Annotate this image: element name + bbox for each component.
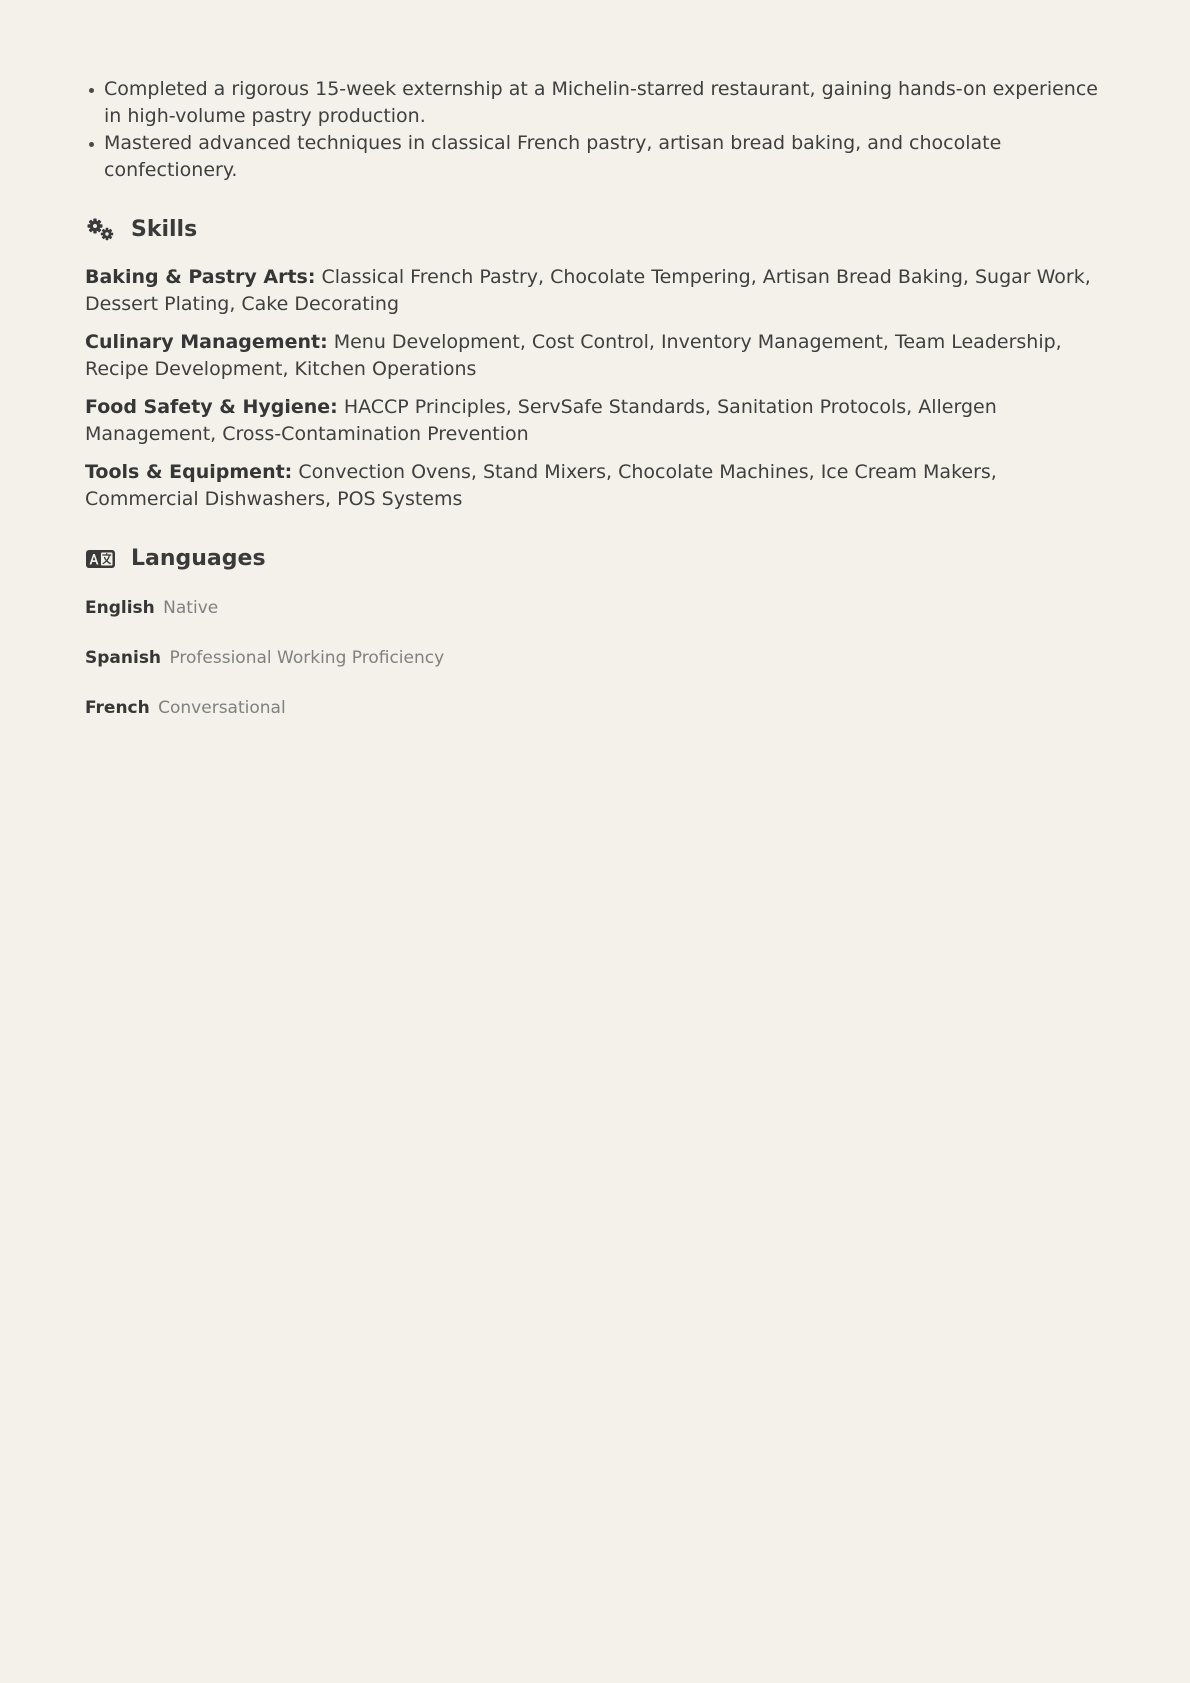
skill-value: Menu Development, Cost Control, Inventory Management, Team Leadership, Recipe Development, Kitchen Operations [85, 331, 1062, 380]
resume-page [85, 76, 1105, 746]
list-item: Mastered advanced techniques in classical French pastry, artisan bread baking, and chocolate confectionery. [104, 130, 1105, 184]
language-level: Professional Working Proficiency [169, 648, 445, 668]
language-row [85, 646, 1105, 670]
skill-row [85, 329, 1105, 383]
language-name: Spanish [85, 648, 162, 668]
skill-row [85, 459, 1105, 513]
language-row [85, 696, 1105, 720]
languages-title: Languages [131, 546, 266, 571]
skills-heading [85, 215, 1105, 245]
skill-value: Convection Ovens, Stand Mixers, Chocolate Machines, Ice Cream Makers, Commercial Dishwashers, POS Systems [85, 461, 997, 510]
language-level: Native [163, 598, 219, 618]
list-item: Completed a rigorous 15-week externship at a Michelin-starred restaurant, gaining hands-on experience in high-volume pastry production. [104, 76, 1105, 130]
skill-label: Food Safety & Hygiene: [85, 396, 338, 418]
languages-heading [85, 544, 1105, 574]
skills-title: Skills [131, 217, 198, 242]
language-icon [85, 546, 116, 572]
language-name: English [85, 598, 155, 618]
skill-value: HACCP Principles, ServSafe Standards, Sanitation Protocols, Allergen Management, Cross-Contamination Prevention [85, 396, 997, 445]
skills-list [85, 264, 1105, 513]
skill-label: Culinary Management: [85, 331, 328, 353]
skill-label: Baking & Pastry Arts: [85, 266, 316, 288]
skill-value: Classical French Pastry, Chocolate Tempering, Artisan Bread Baking, Sugar Work, Dessert Plating, Cake Decorating [85, 266, 1091, 315]
skill-label: Tools & Equipment: [85, 461, 293, 483]
gears-icon [85, 217, 116, 243]
skill-row [85, 394, 1105, 448]
skill-row [85, 264, 1105, 318]
language-row [85, 596, 1105, 620]
language-name: French [85, 698, 150, 718]
language-level: Conversational [158, 698, 286, 718]
education-bullet-list [85, 76, 1105, 184]
languages-list [85, 596, 1105, 720]
